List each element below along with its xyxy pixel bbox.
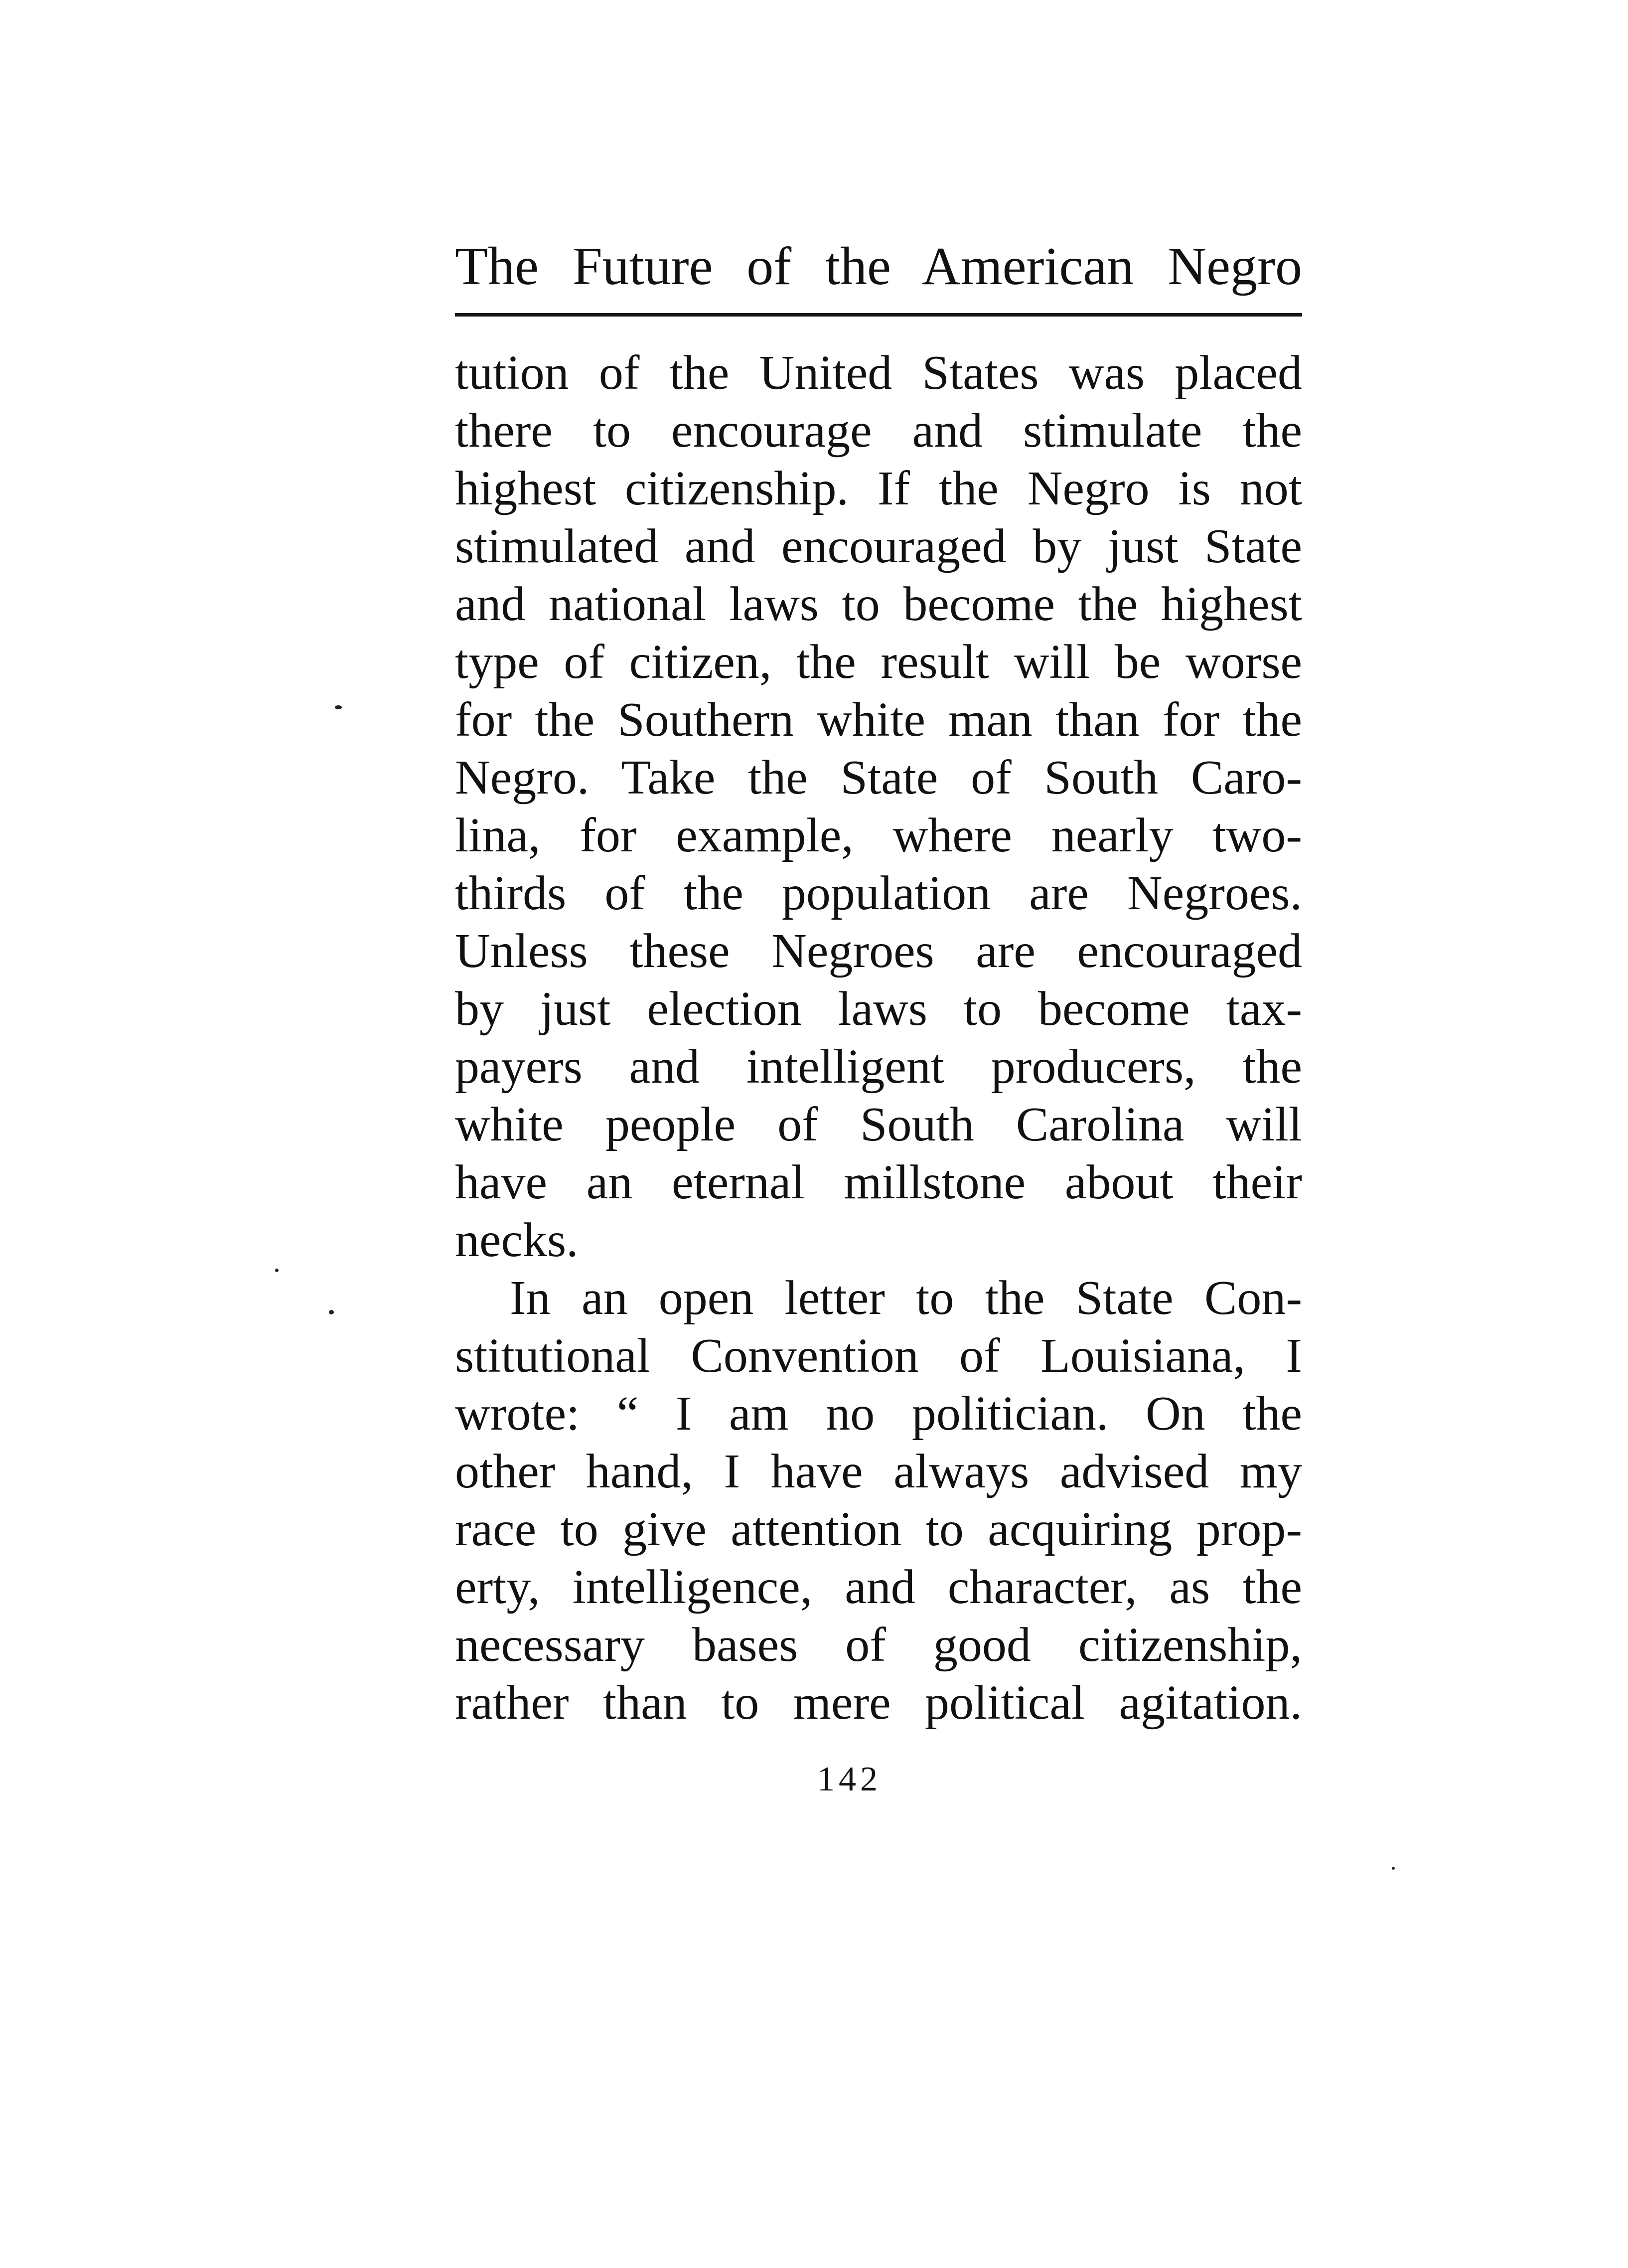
text-line: rather than to mere political agitation. [455, 1676, 1302, 1730]
text-line: payers and intelligent producers, the [455, 1040, 1302, 1094]
paragraph-2 [455, 1269, 1302, 1732]
text-line: In an open letter to the State Con- [510, 1271, 1302, 1325]
text-line: there to encourage and stimulate the [455, 404, 1302, 458]
text-line: white people of South Carolina will [455, 1098, 1302, 1151]
page-number: 142 [817, 1760, 882, 1798]
body-text [455, 344, 1302, 1732]
text-line: by just election laws to become tax- [455, 982, 1302, 1036]
text-line: Negro. Take the State of South Caro- [455, 751, 1302, 805]
header-rule [455, 313, 1302, 317]
text-line: type of citizen, the result will be worse [455, 635, 1302, 689]
text-line: erty, intelligence, and character, as the [455, 1560, 1302, 1614]
text-line: stimulated and encouraged by just State [455, 519, 1302, 573]
text-line: Unless these Negroes are encouraged [455, 924, 1302, 978]
text-line: race to give attention to acquiring prop- [455, 1502, 1302, 1556]
text-line: necessary bases of good citizenship, [455, 1618, 1302, 1672]
print-speck [335, 705, 342, 709]
print-speck [329, 1310, 334, 1314]
text-line: have an eternal millstone about their [455, 1155, 1302, 1209]
text-line: for the Southern white man than for the [455, 693, 1302, 747]
text-line: stitutional Convention of Louisiana, I [455, 1329, 1302, 1383]
text-line: thirds of the population are Negroes. [455, 866, 1302, 920]
text-line: necks. [455, 1213, 579, 1267]
print-speck [1392, 1867, 1395, 1870]
text-line: tution of the United States was placed [455, 346, 1302, 400]
text-line: lina, for example, where nearly two- [455, 809, 1302, 862]
text-line: other hand, I have always advised my [455, 1445, 1302, 1498]
text-line: wrote: “ I am no politician. On the [455, 1387, 1302, 1441]
running-head: The Future of the American Negro [455, 237, 1302, 296]
text-line: and national laws to become the highest [455, 577, 1302, 631]
text-line: highest citizenship. If the Negro is not [455, 462, 1302, 515]
print-speck [275, 1269, 279, 1272]
paragraph-1 [455, 344, 1302, 1269]
